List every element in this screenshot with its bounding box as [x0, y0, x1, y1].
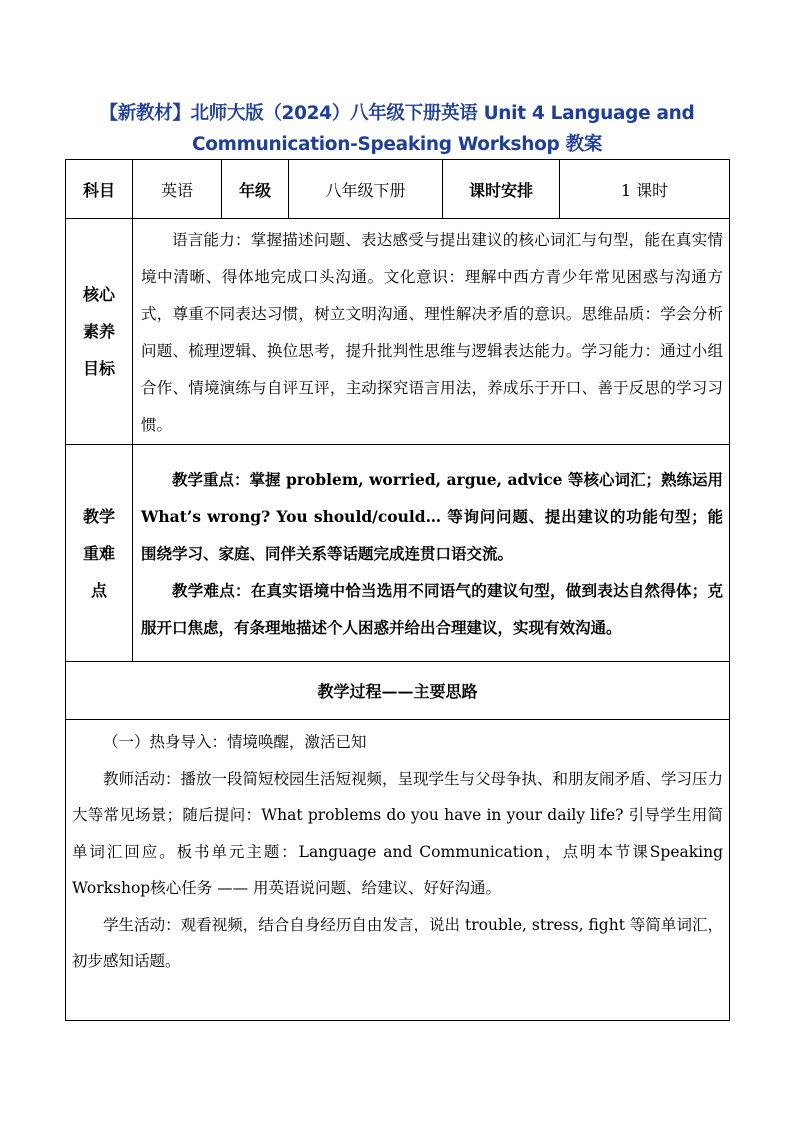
key-points-content: [133, 445, 730, 662]
core-label: 核心 素养 目标: [66, 219, 133, 445]
core-text: 语言能力：掌握描述问题、表达感受与提出建议的核心词汇与句型，能在真实情境中清晰、得体地完成口头沟通。文化意识：理解中西方青少年常见困惑与沟通方式，尊重不同表达习惯，树立文明沟通、理性解决矛盾的意识。思维品质：学会分析问题、梳理逻辑、换位思考，提升批判性思维与逻辑表达能力。学习能力：通过小组合作、情境演练与自评互评，主动探究语言用法，养成乐于开口、善于反思的学习习惯。: [141, 231, 723, 434]
lesson-plan-table: [65, 159, 730, 1021]
hours-value: 1 课时: [560, 160, 730, 219]
document-title: [60, 98, 734, 160]
process-content: [66, 720, 730, 1021]
hours-label: 课时安排: [443, 160, 560, 219]
title-line-1: 【新教材】北师大版（2024）八年级下册英语 Unit 4 Language and: [99, 103, 695, 124]
title-line-2: Communication-Speaking Workshop 教案: [191, 134, 603, 155]
header-row: [66, 160, 730, 219]
core-row: [66, 219, 730, 445]
student-activity: 学生活动：观看视频，结合自身经历自由发言，说出 trouble, stress, fight 等简单词汇，初步感知话题。: [72, 915, 723, 970]
grade-label: 年级: [222, 160, 289, 219]
process-row: [66, 720, 730, 1021]
key-points-row: [66, 445, 730, 662]
process-heading: 教学过程——主要思路: [66, 662, 730, 720]
teaching-focus: 教学重点：掌握 problem, worried, argue, advice 等核心词汇；熟练运用 What’s wrong? You should/could… 等询问问题、提出建议的功能句型；能围绕学习、家庭、同伴关系等话题完成连贯口语交流。: [141, 469, 723, 563]
key-points-label: 教学 重难 点: [66, 445, 133, 662]
teacher-activity: 教师活动：播放一段简短校园生活短视频，呈现学生与父母争执、和朋友闹矛盾、学习压力大等常见场景；随后提问：What problems do you have in your daily life? 引导学生用简单词汇回应。板书单元主题：Language and Communication，点明本节课Speaking Workshop核心任务 —— 用英语说问题、给建议、好好沟通。: [72, 769, 724, 897]
step-1-title: （一）热身导入：情境唤醒，激活已知: [103, 733, 367, 751]
grade-value: 八年级下册: [289, 160, 443, 219]
process-heading-row: [66, 662, 730, 720]
subject-label: 科目: [66, 160, 133, 219]
core-content: [133, 219, 730, 445]
teaching-difficulty: 教学难点：在真实语境中恰当选用不同语气的建议句型，做到表达自然得体；克服开口焦虑，有条理地描述个人困惑并给出合理建议，实现有效沟通。: [141, 580, 723, 637]
subject-value: 英语: [133, 160, 222, 219]
